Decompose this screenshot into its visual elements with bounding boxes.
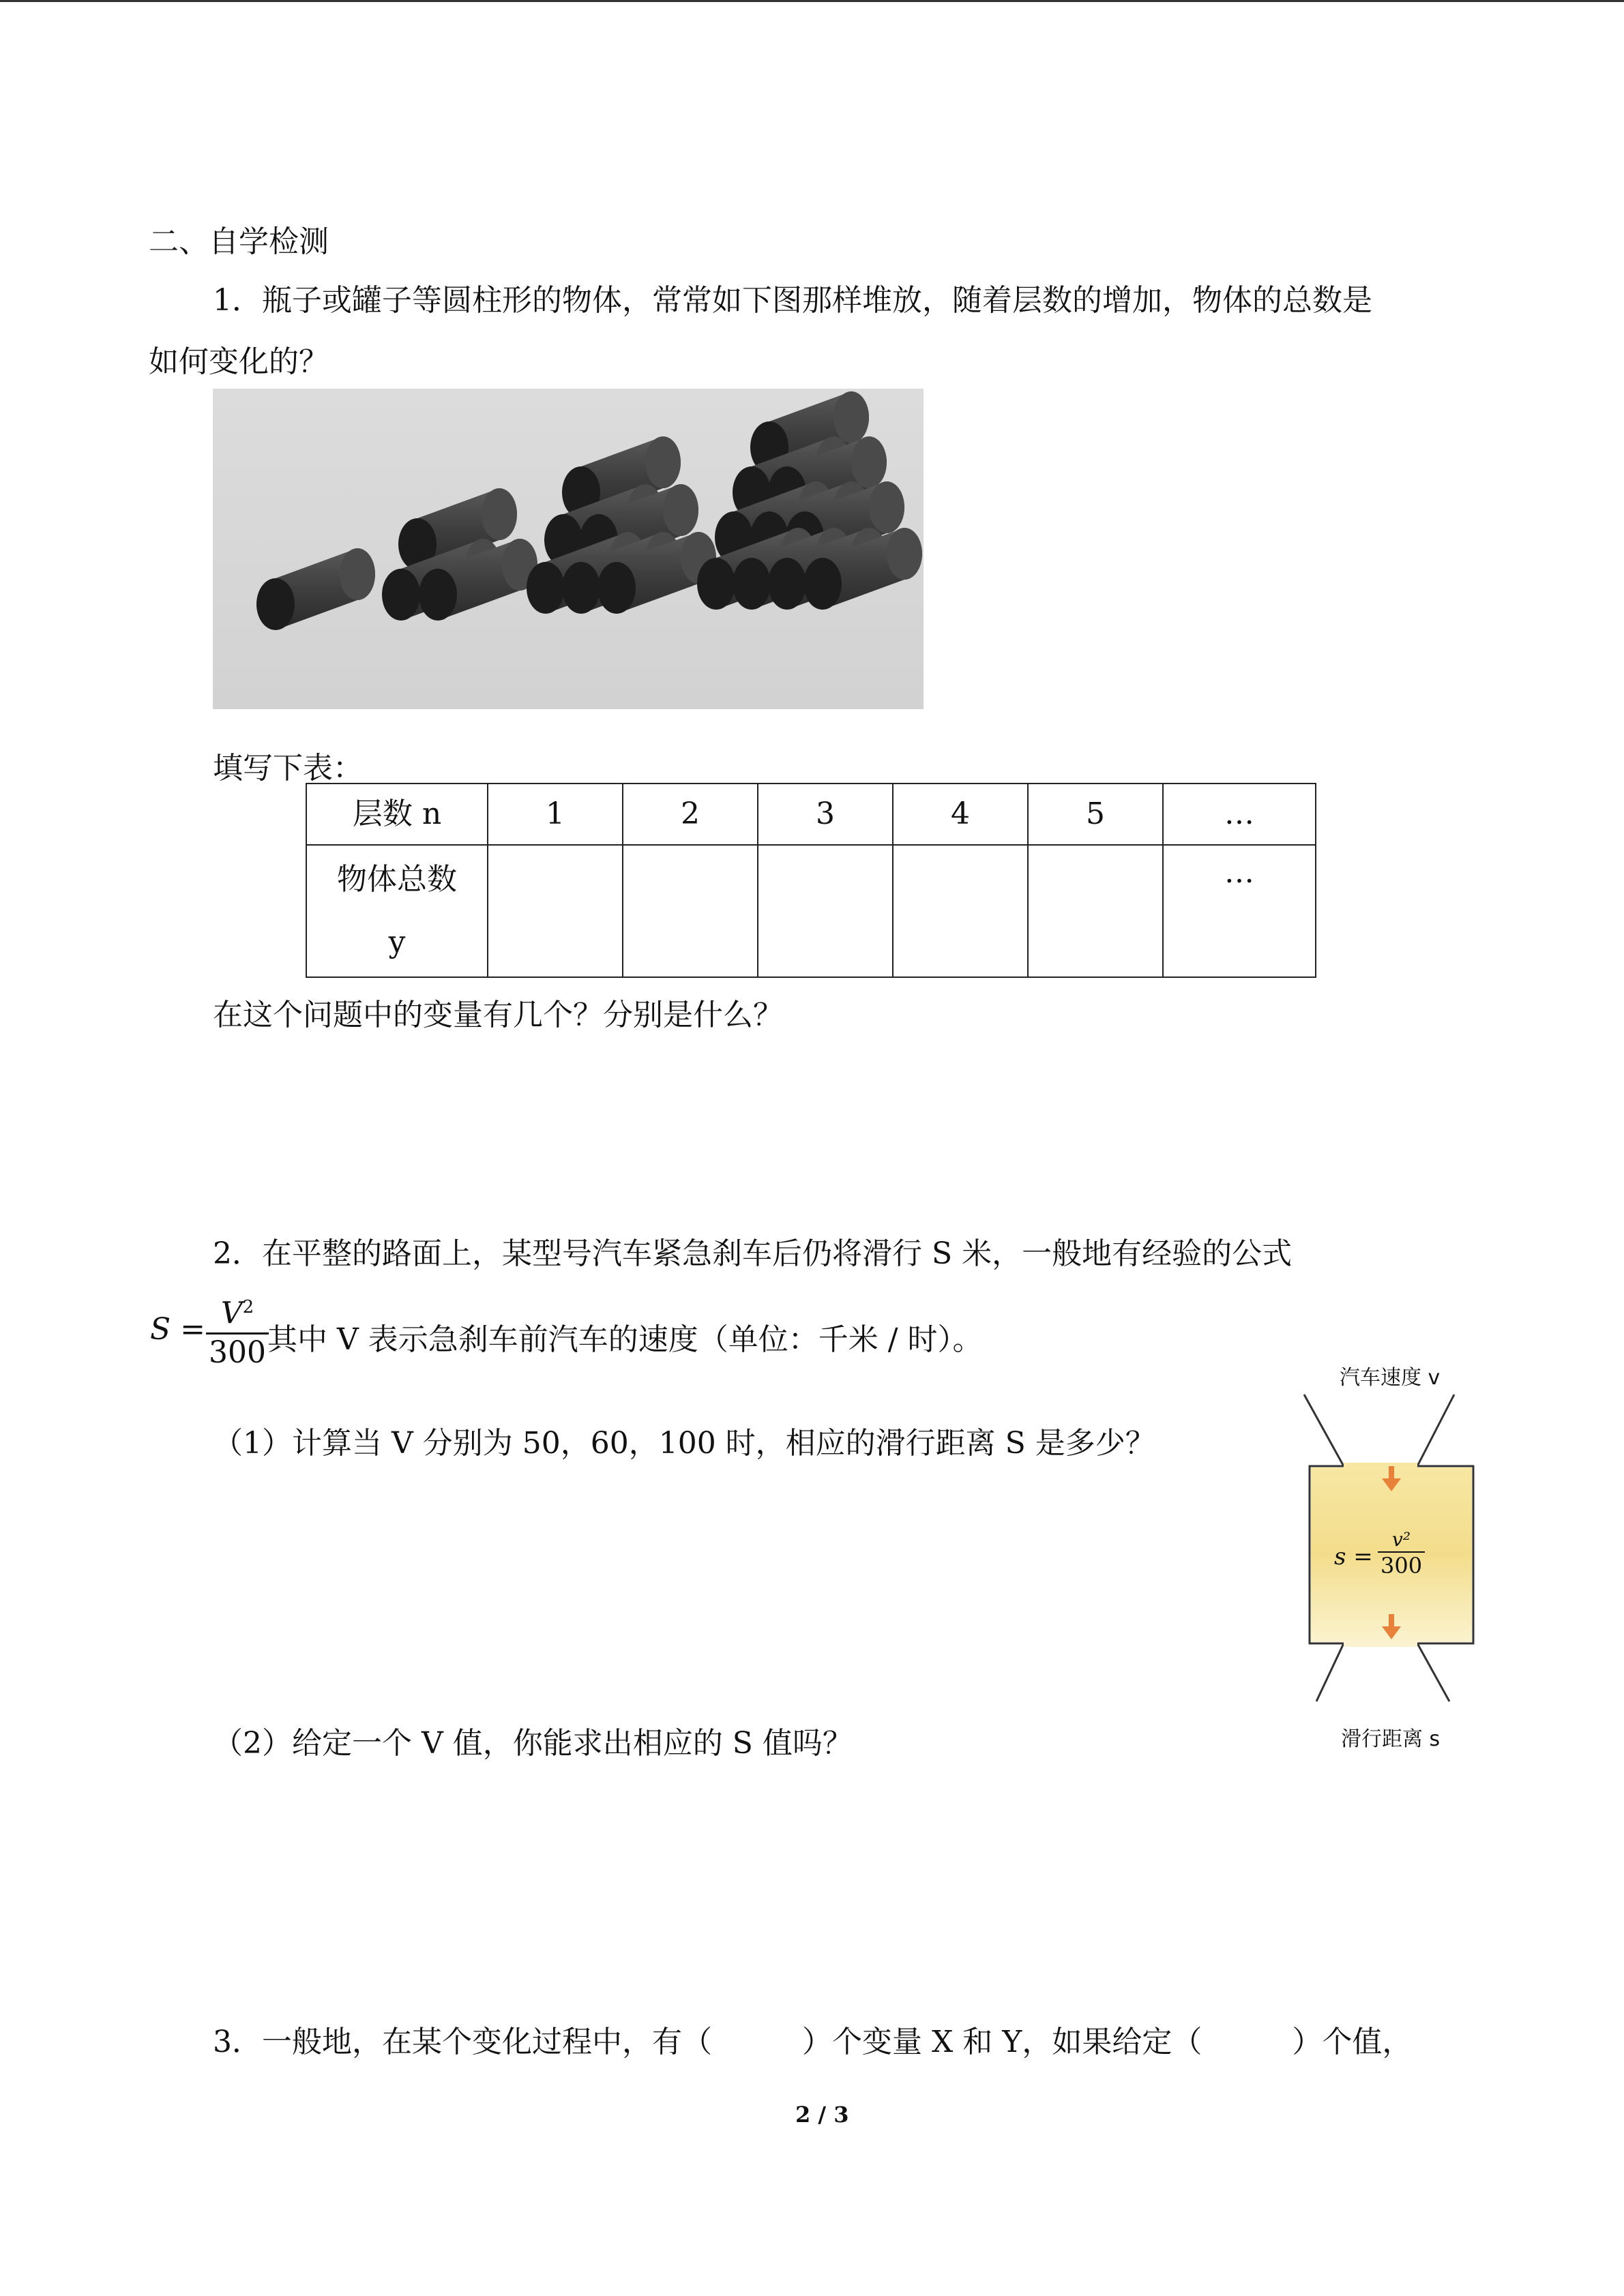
row-header-total-line1: 物体总数 <box>337 862 457 897</box>
answer-cell[interactable] <box>1028 845 1163 977</box>
diagram-formula-lhs: s = <box>1334 1543 1373 1570</box>
diagram-formula-fraction <box>1378 1528 1425 1579</box>
q2-sub2: （2）给定一个 V 值，你能求出相应的 S 值吗？ <box>213 1726 853 1761</box>
table-cell: 4 <box>893 784 1028 845</box>
table-row <box>306 845 1316 977</box>
table-cell: 1 <box>488 784 623 845</box>
answer-cell[interactable] <box>893 845 1028 977</box>
diagram-formula-denominator: 300 <box>1381 1553 1423 1579</box>
stacked-cylinders-photo <box>213 389 924 709</box>
formula-description: 其中 V 表示急刹车前汽车的速度（单位：千米 / 时）。 <box>267 1322 983 1357</box>
q1-text-line2: 如何变化的？ <box>149 344 329 379</box>
section-title: 二、自学检测 <box>149 224 329 259</box>
table-cell: 2 <box>623 784 758 845</box>
row-header-total-line2: y <box>388 925 406 959</box>
q2-sub1: （1）计算当 V 分别为 50，60，100 时，相应的滑行距离 S 是多少？ <box>213 1426 1155 1461</box>
answer-cell[interactable] <box>758 845 893 977</box>
page-number: 2 / 3 <box>795 2102 849 2128</box>
row-header-layers: 层数 n <box>306 784 488 845</box>
formula-denominator: 300 <box>209 1335 266 1370</box>
q1-text-line1: 1．瓶子或罐子等圆柱形的物体，常常如下图那样堆放，随着层数的增加，物体的总数是 <box>213 283 1372 318</box>
diagram-top-label: 汽车速度 v <box>1340 1366 1441 1390</box>
row-header-total <box>306 845 488 977</box>
fill-table-label: 填写下表： <box>213 751 363 786</box>
braking-formula-diagram <box>1303 1360 1487 1756</box>
table-cell: … <box>1163 845 1316 977</box>
q1-followup: 在这个问题中的变量有几个？分别是什么？ <box>213 998 783 1032</box>
q3-text: 3．一般地，在某个变化过程中，有（ ）个变量 X 和 Y，如果给定（ ）个值， <box>213 2025 1413 2059</box>
page-top-border <box>0 0 1624 2</box>
formula-numerator: $V^2$ <box>206 1289 269 1335</box>
fill-in-table <box>306 783 1316 978</box>
diagram-formula-numerator: v² <box>1378 1528 1425 1553</box>
answer-cell[interactable] <box>488 845 623 977</box>
q2-text-line1: 2．在平整的路面上，某型号汽车紧急刹车后仍将滑行 S 米，一般地有经验的公式 <box>213 1236 1293 1271</box>
formula-fraction <box>206 1289 269 1371</box>
table-cell: 5 <box>1028 784 1163 845</box>
diagram-bottom-label: 滑行距离 s <box>1341 1727 1441 1751</box>
table-row <box>306 784 1316 845</box>
table-cell: 3 <box>758 784 893 845</box>
table-cell: … <box>1163 784 1316 845</box>
answer-cell[interactable] <box>623 845 758 977</box>
formula-lhs: S = <box>150 1312 205 1347</box>
